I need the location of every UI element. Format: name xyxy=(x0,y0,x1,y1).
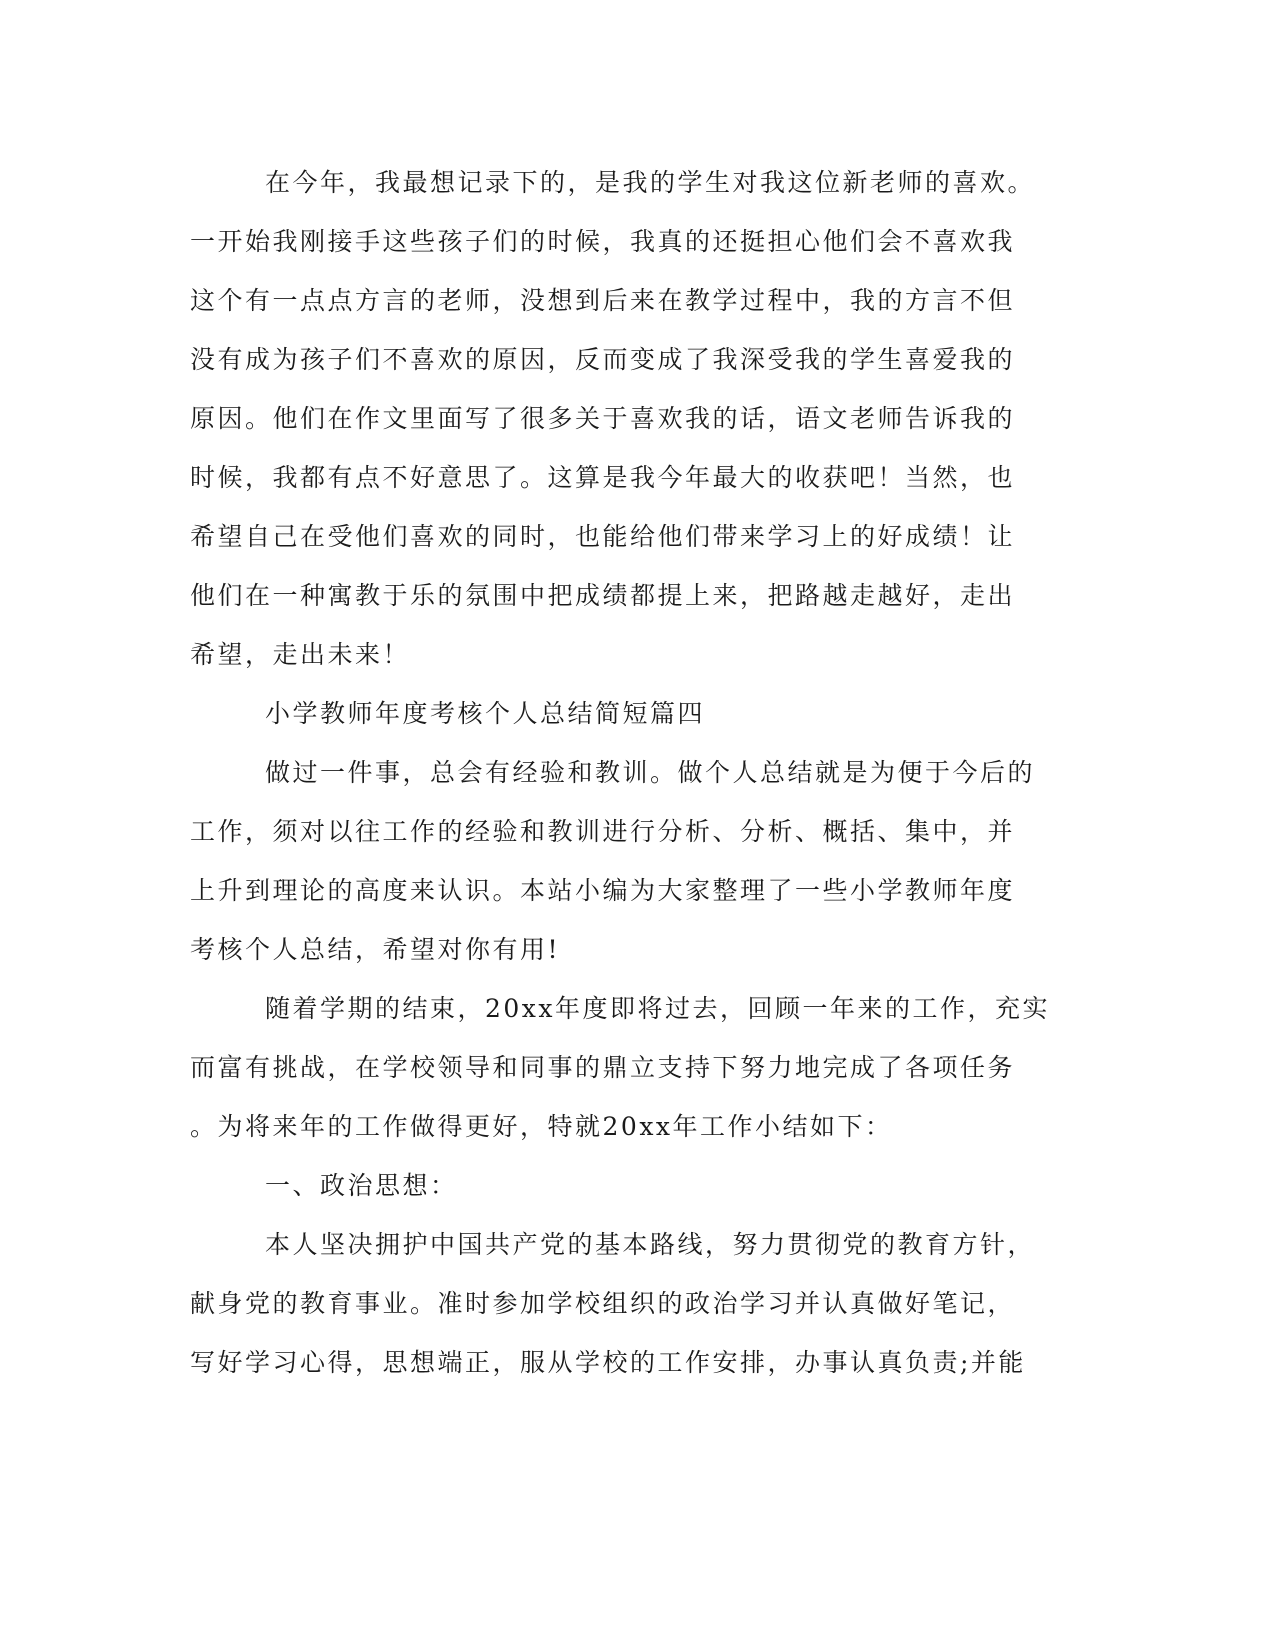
paragraph-line: 没有成为孩子们不喜欢的原因，反而变成了我深受我的学生喜爱我的 xyxy=(190,345,1016,374)
paragraph-line: 他们在一种寓教于乐的氛围中把成绩都提上来，把路越走越好，走出 xyxy=(190,581,1016,610)
paragraph-line: 本人坚决拥护中国共产党的基本路线，努力贯彻党的教育方针， xyxy=(265,1230,1036,1259)
section-heading: 小学教师年度考核个人总结简短篇四 xyxy=(265,699,706,728)
paragraph-line: 写好学习心得，思想端正，服从学校的工作安排，办事认真负责;并能 xyxy=(190,1348,1026,1377)
paragraph-line: 希望，走出未来！ xyxy=(190,640,411,669)
paragraph-line: 献身党的教育事业。准时参加学校组织的政治学习并认真做好笔记， xyxy=(190,1289,1016,1318)
paragraph-line: 一开始我刚接手这些孩子们的时候，我真的还挺担心他们会不喜欢我 xyxy=(190,227,1016,256)
paragraph-line: 希望自己在受他们喜欢的同时，也能给他们带来学习上的好成绩！让 xyxy=(190,522,1016,551)
paragraph-line: 时候，我都有点不好意思了。这算是我今年最大的收获吧！当然，也 xyxy=(190,463,1016,492)
paragraph-line: 工作，须对以往工作的经验和教训进行分析、分析、概括、集中，并 xyxy=(190,817,1016,846)
paragraph-line: 在今年，我最想记录下的，是我的学生对我这位新老师的喜欢。 xyxy=(265,168,1036,197)
paragraph-line: 。为将来年的工作做得更好，特就20xx年工作小结如下： xyxy=(190,1112,893,1141)
paragraph-line: 随着学期的结束，20xx年度即将过去，回顾一年来的工作，充实 xyxy=(265,994,1051,1023)
paragraph-line: 上升到理论的高度来认识。本站小编为大家整理了一些小学教师年度 xyxy=(190,876,1016,905)
paragraph-line: 而富有挑战，在学校领导和同事的鼎立支持下努力地完成了各项任务 xyxy=(190,1053,1016,1082)
subsection-heading: 一、政治思想： xyxy=(265,1171,458,1200)
paragraph-line: 这个有一点点方言的老师，没想到后来在教学过程中，我的方言不但 xyxy=(190,286,1016,315)
paragraph-line: 考核个人总结，希望对你有用! xyxy=(190,935,561,964)
paragraph-line: 做过一件事，总会有经验和教训。做个人总结就是为便于今后的 xyxy=(265,758,1036,787)
paragraph-line: 原因。他们在作文里面写了很多关于喜欢我的话，语文老师告诉我的 xyxy=(190,404,1016,433)
